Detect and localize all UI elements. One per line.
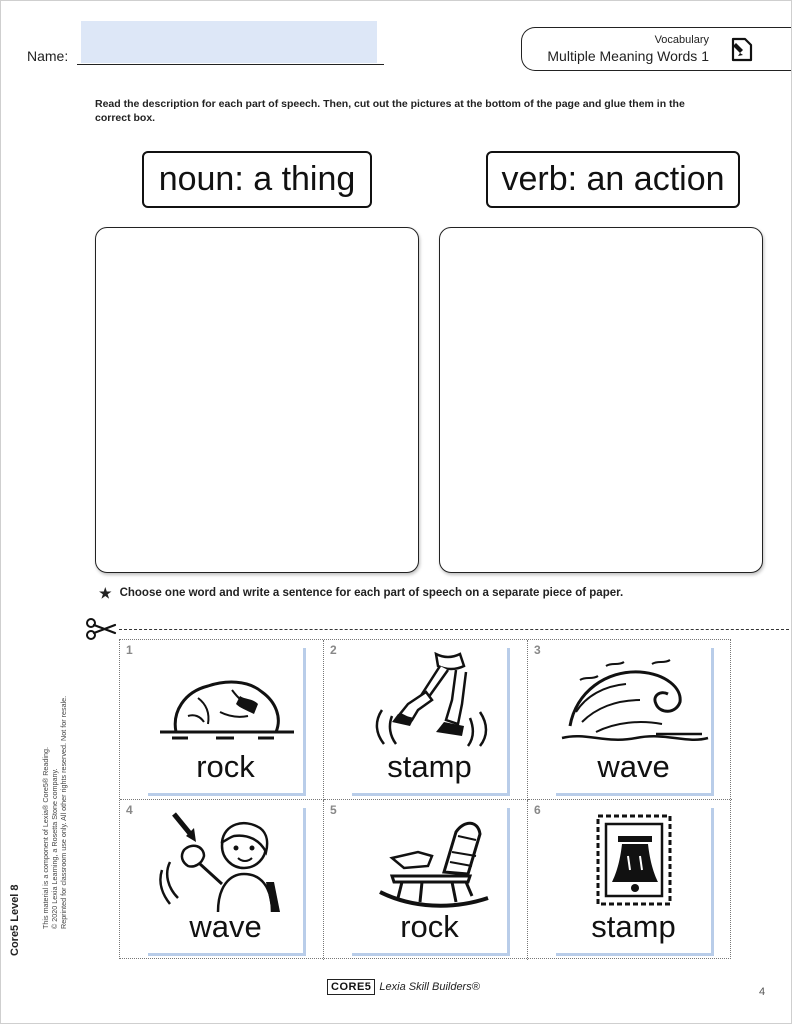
core5-logo: CORE5 [327,979,375,995]
cutout-word: stamp [591,909,676,944]
cutout-number: 5 [330,803,337,817]
waving-girl-icon [148,812,306,912]
brand-name: Lexia Skill Builders® [379,981,480,993]
topic-category: Vocabulary [654,34,709,46]
verb-heading: verb: an action [486,151,740,208]
rocking-chair-icon [352,812,510,912]
cutout-number: 3 [534,643,541,657]
topic-header [521,27,791,71]
footer-brand [327,979,480,995]
sentence-task [99,586,623,600]
cut-line [119,629,789,630]
topic-title: Multiple Meaning Words 1 [547,48,709,64]
page-number: 4 [759,986,766,998]
cutout-word: wave [189,909,262,944]
cutout-word: wave [597,749,670,784]
instructions-text: Read the description for each part of speech. Then, cut out the pictures at the bottom of the page and glue them in the correct box. [95,98,685,124]
level-label: Core5 Level 8 [9,884,21,956]
cutout-cell [528,640,732,800]
legal-line: Reprinted for classroom use only. All other rights reserved. Not for resale. [59,695,68,929]
cutout-grid [119,639,731,959]
cutout-cell [324,640,528,800]
rock-stone-icon [148,652,306,752]
star-icon: ★ [99,585,112,601]
sentence-task-text: Choose one word and write a sentence for each part of speech on a separate piece of paper. [119,587,624,599]
cutout-number: 4 [126,803,133,817]
cutout-number: 1 [126,643,133,657]
cutout-number: 2 [330,643,337,657]
cutout-word: rock [400,909,459,944]
name-underline [77,64,384,65]
noun-heading: noun: a thing [142,151,372,208]
cutout-card[interactable] [352,648,510,796]
legal-notice [41,696,68,929]
cutout-word: rock [196,749,255,784]
cutout-cell [324,800,528,960]
noun-drop-box[interactable] [95,227,419,573]
stamping-foot-icon [352,652,510,752]
cutout-card[interactable] [148,808,306,956]
cutout-card[interactable] [148,648,306,796]
pencil-paper-icon [727,35,755,63]
ocean-wave-icon [556,652,714,752]
name-label: Name: [27,48,69,64]
cutout-card[interactable] [556,648,714,796]
cutout-cell [120,800,324,960]
scissors-icon [85,618,117,640]
legal-line: © 2020 Lexia Learning, a Rosetta Stone company. [50,768,59,929]
cutout-cell [120,640,324,800]
postage-stamp-icon [556,812,714,912]
verb-drop-box[interactable] [439,227,763,573]
legal-line: This material is a component of Lexia® Core5® Reading. [41,747,50,929]
cutout-cell [528,800,732,960]
cutout-card[interactable] [556,808,714,956]
name-input[interactable] [81,21,377,63]
cutout-card[interactable] [352,808,510,956]
cutout-number: 6 [534,803,541,817]
cutout-word: stamp [387,749,472,784]
